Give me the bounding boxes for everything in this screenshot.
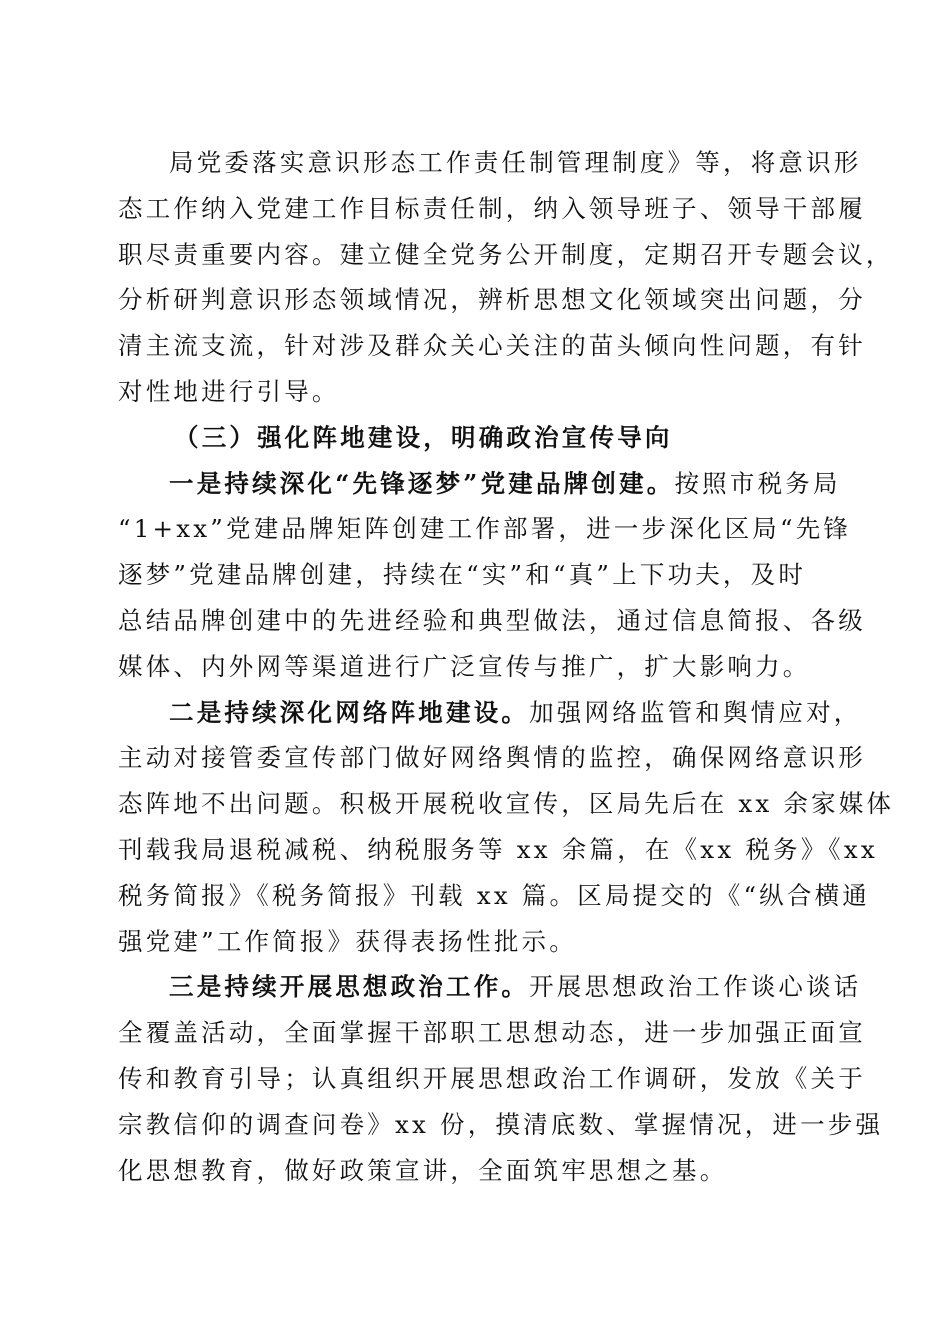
text-line: 职尽责重要内容。建立健全党务公开制度，定期召开专题会议，	[118, 239, 894, 269]
paragraph-lead: 一是持续深化“先锋逐梦”党建品牌创建。	[169, 468, 675, 498]
paragraph-ideology-responsibility	[118, 140, 894, 415]
text-line: 态阵地不出问题。积极开展税收宣传，区局先后在 xx 余家媒体	[118, 789, 895, 819]
text-line: 税务简报》《税务简报》刊载 xx 篇。区局提交的《“纵合横通	[118, 880, 870, 910]
text-line: 刊载我局退税减税、纳税服务等 xx 余篇，在《xx 税务》《xx	[118, 834, 878, 864]
paragraph-political-work	[118, 964, 884, 1193]
text-line	[118, 690, 862, 736]
text-line	[118, 461, 841, 507]
text-line: 媒体、内外网等渠道进行广泛宣传与推广，扩大影响力。	[118, 651, 811, 681]
text-line: 对性地进行引导。	[118, 376, 340, 406]
text-line: 传和教育引导；认真组织开展思想政治工作调研，发放《关于	[118, 1063, 866, 1093]
paragraph-lead: 二是持续深化网络阵地建设。	[169, 697, 530, 727]
paragraph-text: 开展思想政治工作谈心谈话	[529, 972, 862, 1002]
text-line: 化思想教育，做好政策宣讲，全面筑牢思想之基。	[118, 1155, 728, 1185]
paragraph-text: 按照市税务局	[674, 468, 841, 498]
paragraph-text: 加强网络监管和舆情应对，	[529, 697, 862, 727]
text-line: 逐梦”党建品牌创建，持续在“实”和“真”上下功夫，及时	[118, 560, 807, 590]
text-line: 强党建”工作简报》获得表扬性批示。	[118, 926, 577, 956]
paragraph-party-brand	[118, 461, 866, 690]
text-line: “1+xx”党建品牌矩阵创建工作部署，进一步深化区局“先锋	[118, 514, 852, 544]
text-line: 分析研判意识形态领域情况，辨析思想文化领域突出问题，分	[118, 285, 866, 315]
text-line: 宗教信仰的调查问卷》xx 份，摸清底数、掌握情况，进一步强	[118, 1109, 884, 1139]
paragraph-lead: 三是持续开展思想政治工作。	[169, 972, 530, 1002]
document-page	[118, 140, 895, 1193]
text-line	[118, 964, 862, 1010]
text-line: 态工作纳入党建工作目标责任制，纳入领导班子、领导干部履	[118, 193, 866, 223]
text-line: 全覆盖活动，全面掌握干部职工思想动态，进一步加强正面宣	[118, 1018, 866, 1048]
text-line: 主动对接管委宣传部门做好网络舆情的监控，确保网络意识形	[118, 743, 866, 773]
paragraph-network-position	[118, 690, 895, 965]
text-line: 清主流支流，针对涉及群众关心关注的苗头倾向性问题，有针	[118, 331, 866, 361]
text-line: 局党委落实意识形态工作责任制管理制度》等，将意识形	[169, 148, 862, 177]
text-line: 总结品牌创建中的先进经验和典型做法，通过信息简报、各级	[118, 605, 866, 635]
section-heading: （三）强化阵地建设，明确政治宣传导向	[174, 422, 673, 452]
